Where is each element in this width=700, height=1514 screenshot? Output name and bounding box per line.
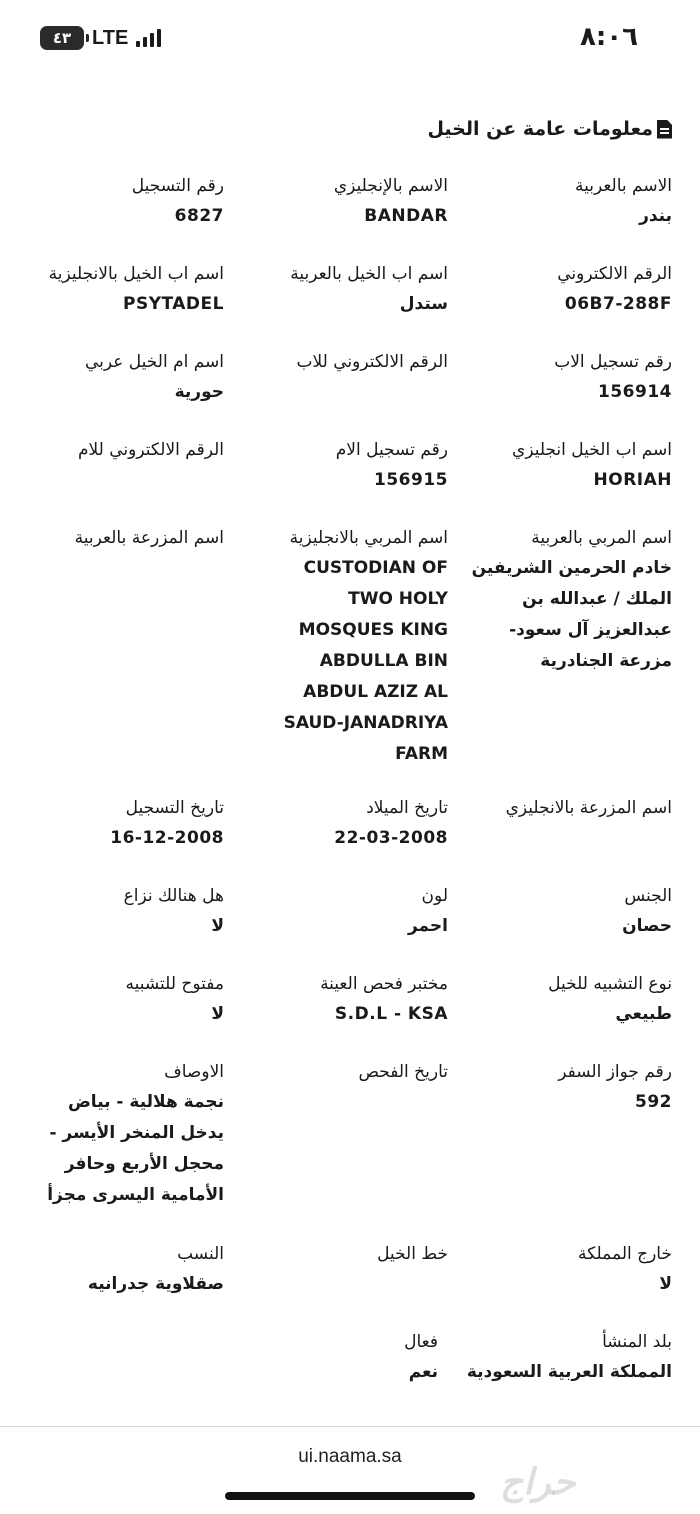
network-type: LTE — [92, 26, 129, 49]
field-label: رقم تسجيل الاب — [554, 352, 672, 372]
divider — [0, 1426, 700, 1427]
field-breeding-type — [448, 970, 672, 1058]
url-bar[interactable]: ui.naama.sa — [298, 1446, 402, 1467]
field-description — [0, 1058, 224, 1240]
field-value: 22-03-2008 — [334, 828, 448, 848]
field-label: رقم التسجيل — [131, 176, 224, 196]
info-row — [0, 970, 700, 1058]
field-farm-arabic — [0, 524, 224, 794]
field-open-breeding — [0, 970, 224, 1058]
watermark: حراج — [500, 1462, 576, 1503]
field-label: الاوصاف — [164, 1062, 224, 1082]
field-label: مفتوح للتشبيه — [125, 974, 224, 994]
status-indicators — [40, 26, 161, 50]
field-sire-arabic — [224, 260, 448, 348]
field-active — [204, 1328, 438, 1416]
section-title: معلومات عامة عن الخيل — [427, 118, 653, 140]
field-sire-english — [0, 260, 224, 348]
field-label: مختبر فحص العينة — [320, 974, 448, 994]
field-label: اسم المربي بالعربية — [531, 528, 672, 548]
info-row — [0, 1240, 700, 1328]
field-value: لا — [211, 1004, 224, 1024]
home-indicator[interactable] — [225, 1492, 475, 1500]
section-header — [427, 118, 672, 140]
field-dispute — [0, 882, 224, 970]
field-label: اسم اب الخيل بالانجليزية — [48, 264, 224, 284]
field-label: رقم جواز السفر — [558, 1062, 672, 1082]
field-value: نجمة هلالية - بياض يدخل المنخر الأيسر - محجل الأربع وحافر الأمامية اليسرى مجزأ — [47, 1092, 224, 1205]
field-value: ستدل — [399, 294, 448, 314]
field-breeder-english — [224, 524, 448, 794]
field-value: لا — [659, 1274, 672, 1294]
field-birth-date — [224, 794, 448, 882]
field-value: احمر — [407, 916, 448, 936]
document-icon — [657, 120, 672, 139]
field-country-origin — [438, 1328, 672, 1416]
field-label: الجنس — [624, 886, 672, 906]
field-label: الرقم الالكتروني للام — [78, 440, 224, 460]
field-label: اسم اب الخيل بالعربية — [290, 264, 448, 284]
status-bar — [0, 0, 700, 80]
field-value: BANDAR — [364, 206, 448, 226]
field-value: 156914 — [598, 382, 672, 402]
field-label: خارج المملكة — [578, 1244, 672, 1264]
field-label: رقم تسجيل الام — [335, 440, 448, 460]
info-row — [0, 524, 700, 794]
field-value: CUSTODIAN OF TWO HOLY MOSQUES KING ABDULLA BIN ABDUL AZIZ AL SAUD-JANADRIYA FARM — [283, 558, 448, 764]
field-value: بندر — [639, 206, 672, 226]
field-arabic-name — [448, 172, 672, 260]
field-farm-english — [448, 794, 672, 882]
info-row — [0, 882, 700, 970]
field-value: حورية — [174, 382, 224, 402]
field-label: بلد المنشأ — [602, 1332, 672, 1352]
field-label: نوع التشبيه للخيل — [548, 974, 672, 994]
field-dam-arabic — [0, 348, 224, 436]
field-value: المملكة العربية السعودية — [466, 1362, 672, 1382]
field-sire-microchip — [224, 348, 448, 436]
info-row — [0, 172, 700, 260]
field-registration-date — [0, 794, 224, 882]
field-label: النسب — [177, 1244, 224, 1264]
field-value: S.D.L - KSA — [334, 1004, 448, 1024]
field-breeder-arabic — [448, 524, 672, 794]
field-value: صقلاوية جدرانيه — [87, 1274, 224, 1294]
info-row — [0, 1328, 700, 1416]
info-row — [0, 794, 700, 882]
field-value: 156915 — [374, 470, 448, 490]
field-label: تاريخ التسجيل — [125, 798, 224, 818]
field-label: هل هنالك نزاع — [123, 886, 224, 906]
field-sire-registration — [448, 348, 672, 436]
horse-info-grid — [0, 172, 700, 1416]
field-horse-line — [224, 1240, 448, 1328]
field-color — [224, 882, 448, 970]
field-label: اسم المربي بالانجليزية — [289, 528, 448, 548]
field-label: لون — [421, 886, 448, 906]
field-label: الرقم الالكتروني للاب — [296, 352, 448, 372]
field-value: 6827 — [174, 206, 224, 226]
field-label: الاسم بالإنجليزي — [333, 176, 448, 196]
signal-icon — [136, 29, 161, 47]
field-outside-kingdom — [448, 1240, 672, 1328]
info-row — [0, 260, 700, 348]
battery-level: ٤٣ — [52, 29, 72, 47]
field-gender — [448, 882, 672, 970]
field-passport-number — [448, 1058, 672, 1240]
field-value: خادم الحرمين الشريفين الملك / عبدالله بن عبدالعزيز آل سعود- مزرعة الجنادرية — [471, 558, 672, 671]
field-value: طبيعي — [615, 1004, 672, 1024]
field-label: تاريخ الفحص — [358, 1062, 448, 1082]
field-registration-number — [0, 172, 224, 260]
field-label: اسم المزرعة بالانجليزي — [505, 798, 672, 818]
field-dam-microchip — [0, 436, 224, 524]
field-dam-english — [448, 436, 672, 524]
field-label: اسم ام الخيل عربي — [84, 352, 224, 372]
field-test-lab — [224, 970, 448, 1058]
field-value: نعم — [408, 1362, 438, 1382]
field-lineage — [0, 1240, 224, 1328]
info-row — [0, 1058, 700, 1240]
field-value: 592 — [635, 1092, 672, 1112]
field-value: 16-12-2008 — [110, 828, 224, 848]
field-dam-registration — [224, 436, 448, 524]
clock: ٨:٠٦ — [580, 22, 639, 52]
field-label: تاريخ الميلاد — [366, 798, 448, 818]
field-microchip — [448, 260, 672, 348]
field-label: اسم المزرعة بالعربية — [74, 528, 224, 548]
field-test-date — [224, 1058, 448, 1240]
field-value: 06B7-288F — [564, 294, 672, 314]
field-english-name — [224, 172, 448, 260]
info-row — [0, 348, 700, 436]
field-value: حصان — [622, 916, 672, 936]
battery-icon — [40, 26, 84, 50]
field-value: لا — [211, 916, 224, 936]
field-label: فعال — [404, 1332, 438, 1352]
field-label: الرقم الالكتروني — [557, 264, 672, 284]
info-row — [0, 436, 700, 524]
field-label: خط الخيل — [377, 1244, 448, 1264]
field-label: الاسم بالعربية — [574, 176, 672, 196]
field-label: اسم اب الخيل انجليزي — [512, 440, 672, 460]
field-value: HORIAH — [593, 470, 672, 490]
field-value: PSYTADEL — [122, 294, 224, 314]
